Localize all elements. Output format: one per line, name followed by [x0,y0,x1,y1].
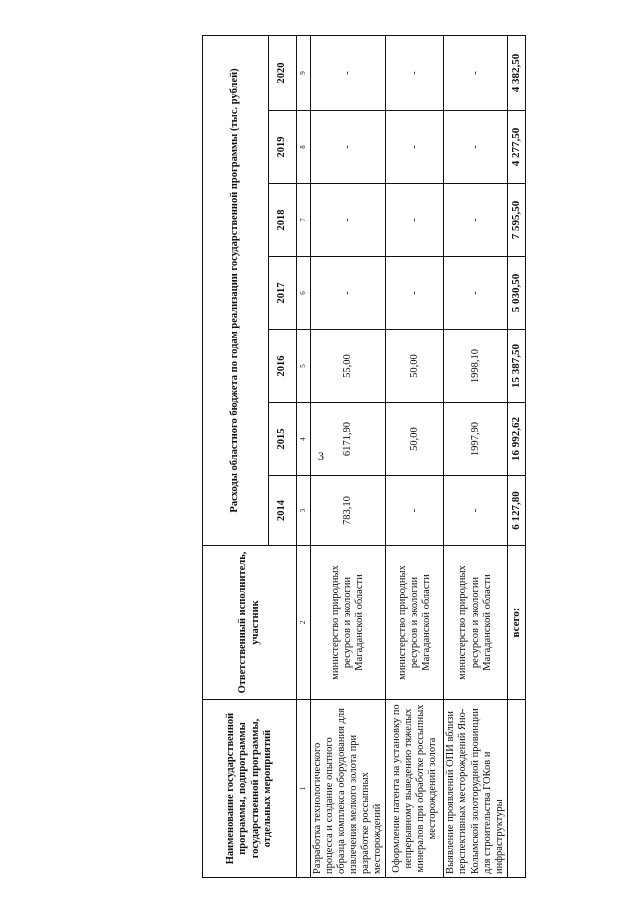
column-number: 9 [297,35,311,110]
header-year: 2015 [269,403,297,476]
total-value: 4 277,50 [507,111,525,184]
rotated-table-container [202,36,522,878]
row-executor: министерство природных ресурсов и экологии Магаданской области [444,546,507,700]
header-expenses: Расходы областного бюджета по годам реализации государственной программы (тыс. рублей) [203,35,269,545]
row-executor: министерство природных ресурсов и экологии Магаданской области [311,546,386,700]
column-number: 7 [297,184,311,257]
column-number: 4 [297,403,311,476]
total-value: 16 992,62 [507,403,525,476]
row-value: - [444,257,507,330]
column-number: 8 [297,111,311,184]
total-value: 7 595,50 [507,184,525,257]
budget-table [202,35,526,878]
row-executor: министерство природных ресурсов и экологии Магаданской области [386,546,444,700]
row-name: Оформление патента на установку по непрерывному выведению тяжелых минералов при обработке россыпных месторождений золота [386,700,444,878]
total-value: 4 382,50 [507,35,525,110]
row-value: 6171,90 [311,403,386,476]
column-number: 2 [297,546,311,700]
row-value: - [444,35,507,110]
header-year: 2017 [269,257,297,330]
row-value: 50,00 [386,330,444,403]
header-year: 2018 [269,184,297,257]
column-number: 3 [297,476,311,546]
table-row [444,35,507,877]
table-row [311,35,386,877]
total-value: 6 127,80 [507,476,525,546]
column-number: 5 [297,330,311,403]
row-value: - [444,184,507,257]
header-executor: Ответственный исполнитель, участник [203,546,297,700]
row-value: 1998,10 [444,330,507,403]
column-number: 1 [297,700,311,878]
header-name: Наименование государственной программы, подпрограммы государственной программы, отдельных мероприятий [203,700,297,878]
row-value: - [386,184,444,257]
row-value: - [444,476,507,546]
row-value: - [386,476,444,546]
page-number: 3 [318,449,324,463]
row-value: 55,00 [311,330,386,403]
row-value: 1997,90 [444,403,507,476]
header-year: 2019 [269,111,297,184]
row-value: - [386,257,444,330]
row-name: Разработка технологического процесса и создание опытного образца комплекса оборудования для извлечения мелкого золота при разработке россыпных месторождений [311,700,386,878]
row-value: 50,00 [386,403,444,476]
row-value: - [311,257,386,330]
header-year: 2020 [269,35,297,110]
total-row [507,35,525,877]
row-value: - [311,35,386,110]
total-blank-cell [507,700,525,878]
row-value: 783,10 [311,476,386,546]
header-year: 2016 [269,330,297,403]
column-number: 6 [297,257,311,330]
total-label: всего: [507,546,525,700]
row-value: - [386,35,444,110]
header-year: 2014 [269,476,297,546]
row-name: Выявление проявлений ОПИ вблизи перспективных месторождений Яно-Колымской золоторудной провинции для строительства ГОКов и инфраструктуры [444,700,507,878]
table-row [386,35,444,877]
row-value: - [311,184,386,257]
row-value: - [386,111,444,184]
row-value: - [444,111,507,184]
total-value: 5 030,50 [507,257,525,330]
total-value: 15 387,50 [507,330,525,403]
row-value: - [311,111,386,184]
